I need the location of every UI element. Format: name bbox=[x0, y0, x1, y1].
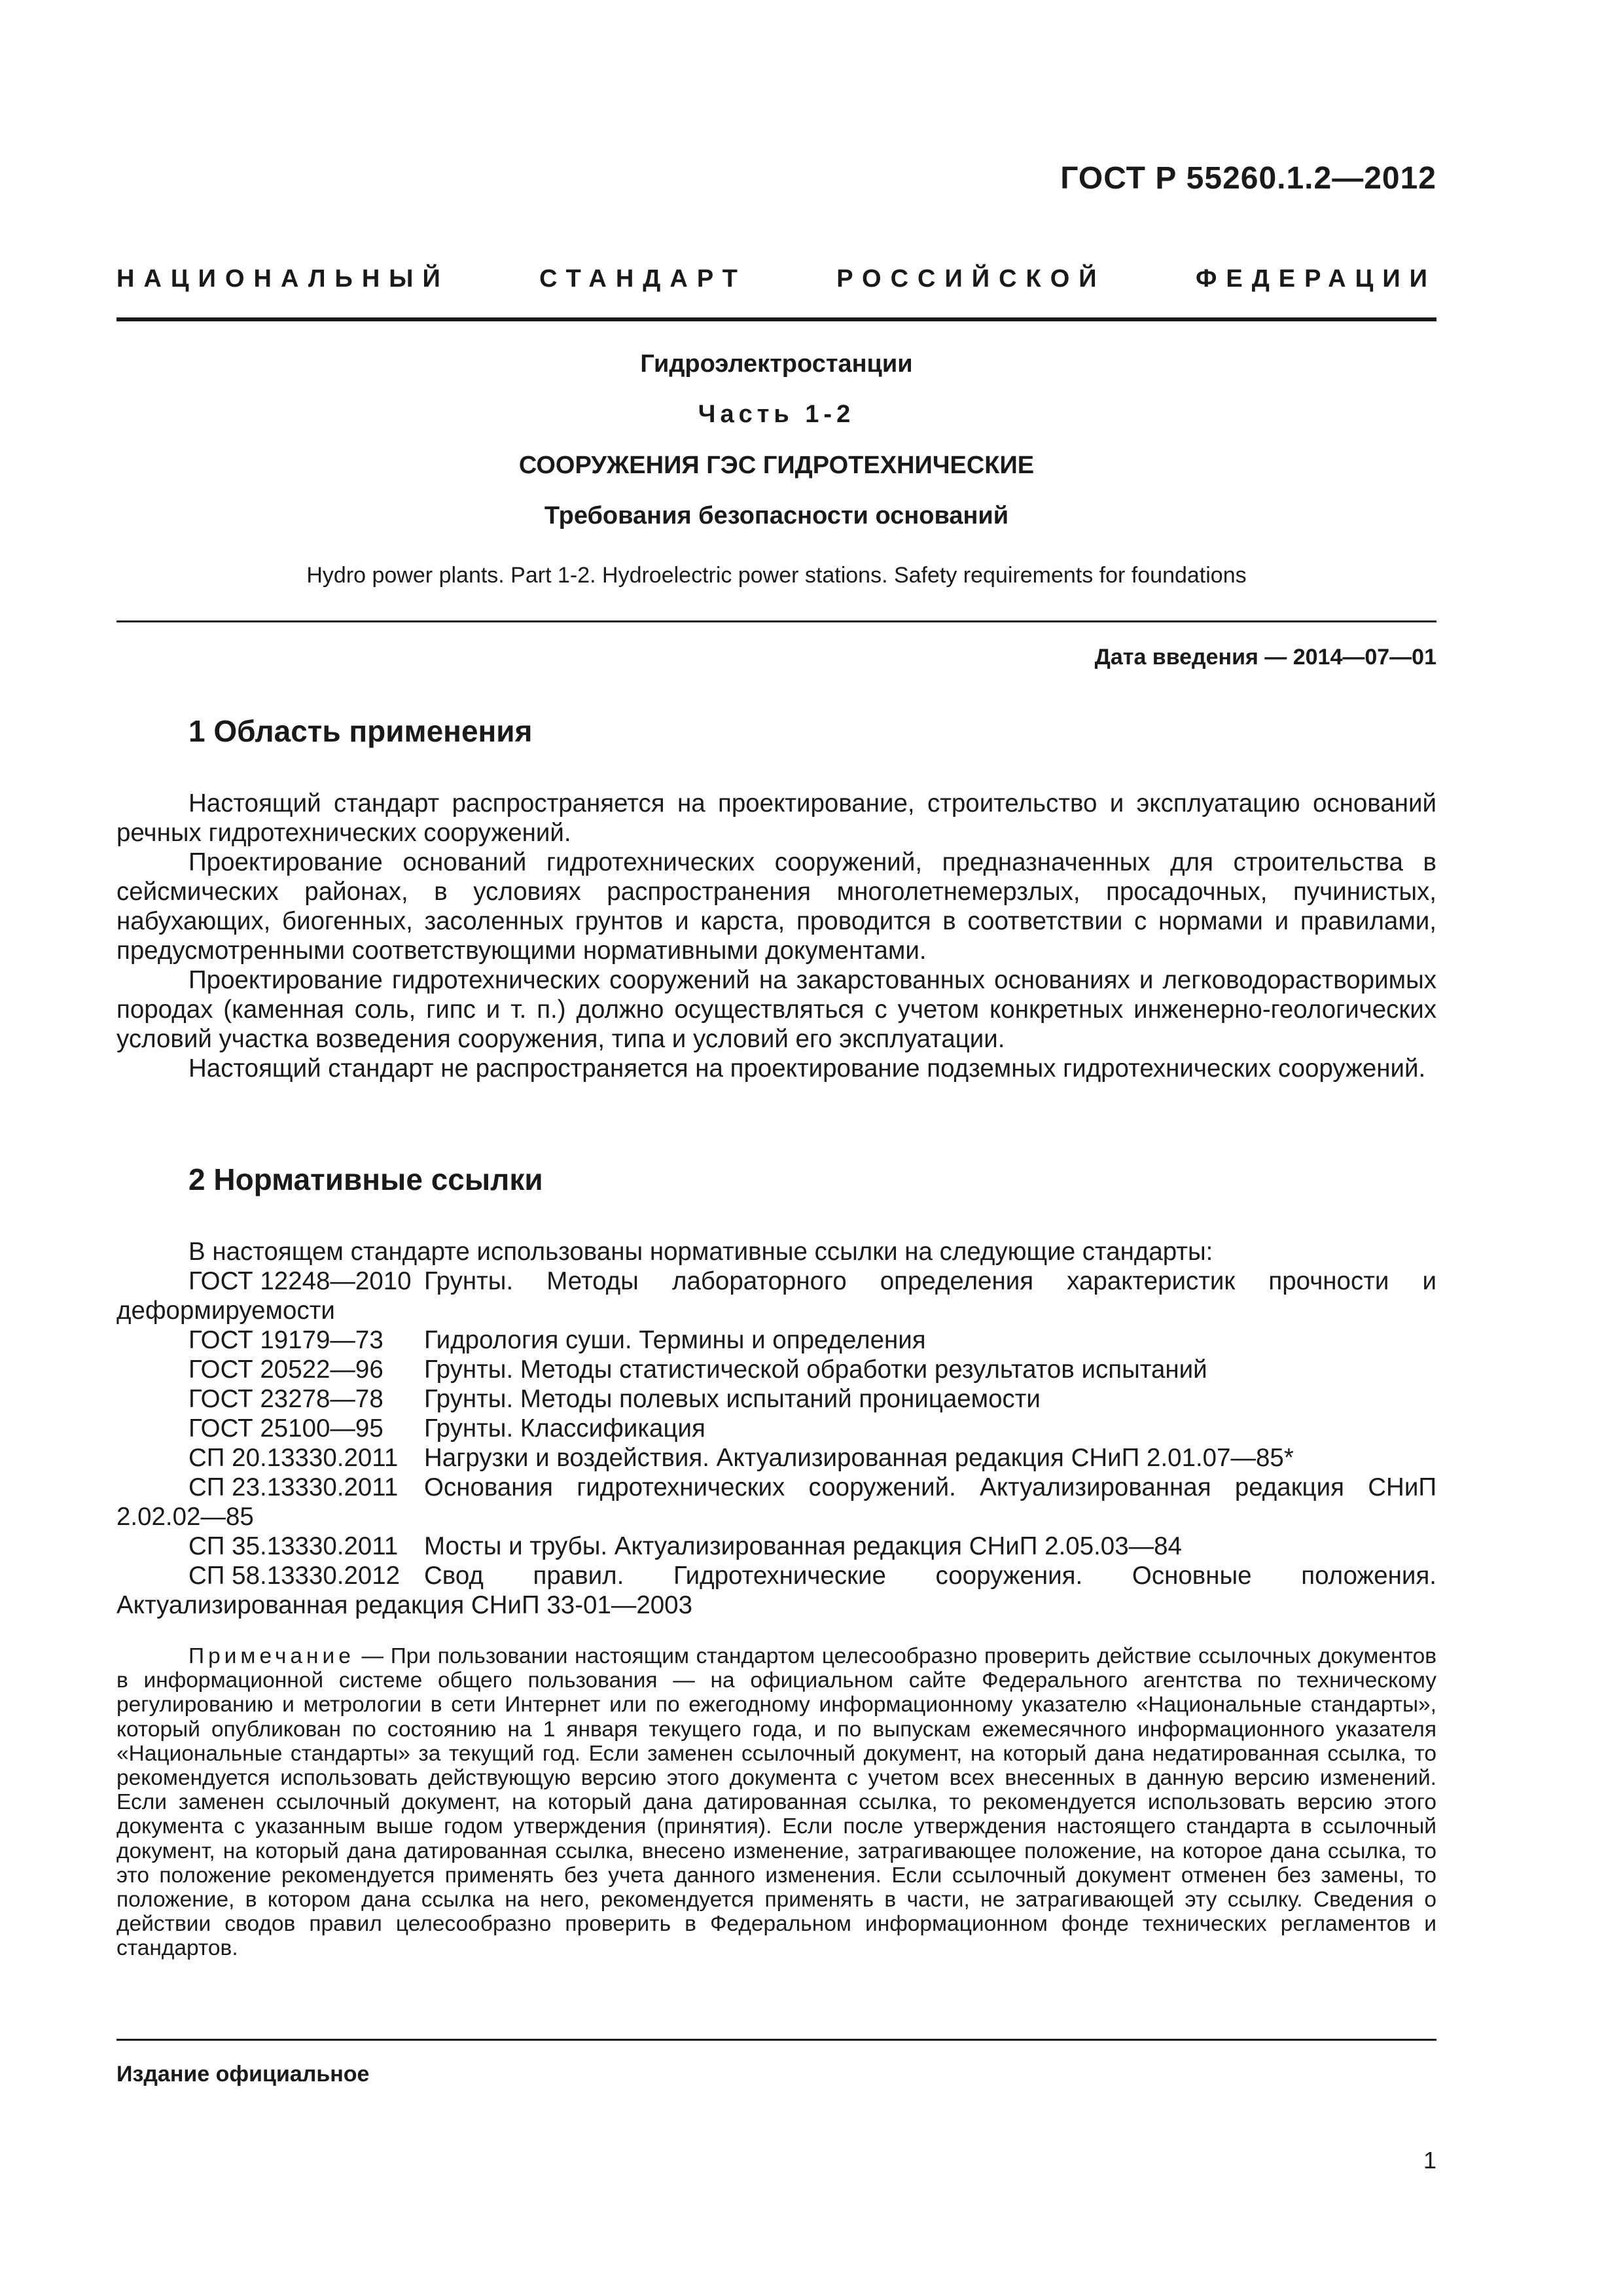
introduction-date: Дата введения — 2014—07—01 bbox=[1094, 645, 1436, 670]
document-code: ГОСТ Р 55260.1.2—2012 bbox=[1060, 161, 1436, 196]
section-1-body bbox=[116, 789, 1436, 1083]
reference-title: Грунты. Классификация bbox=[424, 1414, 705, 1443]
title-line-3: СООРУЖЕНИЯ ГЭС ГИДРОТЕХНИЧЕСКИЕ bbox=[518, 452, 1035, 479]
paragraph: Проектирование гидротехнических сооружений на закарстованных основаниях и легководорастворимых породах (каменная соль, гипс и т. п.) должно осуществляться с учетом конкретных инженерно-геологических условий участка возведения сооружения, типа и условий его эксплуатации. bbox=[116, 966, 1436, 1053]
section-2-heading: 2 Нормативные ссылки bbox=[188, 1162, 543, 1196]
title-part: Часть 1-2 bbox=[698, 401, 855, 428]
reference-item bbox=[116, 1384, 1436, 1414]
reference-code: ГОСТ 25100—95 bbox=[188, 1414, 383, 1443]
note-text: — При пользовании настоящим стандартом целесообразно проверить действие ссылочных документов в информационной системе общего пользования — на официальном сайте Федерального агентства по техническому регулированию и метрологии в сети Интернет или по ежегодному информационному указателю «Национальные стандарты», который опубликован по состоянию на 1 января текущего года, и по выпускам ежемесячного информационного указателя «Национальные стандарты» за текущий год. Если заменен ссылочный документ, на который дана недатированная ссылка, то рекомендуется использовать действующую версию этого документа с учетом всех внесенных в данную версию изменений. Если заменен ссылочный документ, на который дана датированная ссылка, то рекомендуется использовать версию этого документа с указанным выше годом утверждения (принятия). Если после утверждения настоящего стандарта в ссылочный документ, на который дана датированная ссылка, внесено изменение, затрагивающее положение, на которое дана ссылка, то это положение рекомендуется применять без учета данного изменения. Если ссылочный документ отменен без замены, то положение, в котором дана ссылка на него, рекомендуется применять в части, не затрагивающей эту ссылку. Сведения о действии сводов правил целесообразно проверить в Федеральном информационном фонде технических регламентов и стандартов. bbox=[116, 1644, 1436, 1961]
reference-title: Мосты и трубы. Актуализированная редакция СНиП 2.05.03—84 bbox=[424, 1532, 1182, 1560]
english-title: Hydro power plants. Part 1-2. Hydroelectric power stations. Safety requirements for foundations bbox=[306, 563, 1247, 588]
reference-title: Основания гидротехнических сооружений. Актуализированная редакция СНиП 2.02.02—85 bbox=[116, 1473, 1436, 1531]
reference-item bbox=[116, 1443, 1436, 1473]
page-number: 1 bbox=[1423, 2147, 1436, 2174]
reference-code: ГОСТ 20522—96 bbox=[188, 1355, 383, 1384]
banner-word: СТАНДАРТ bbox=[539, 265, 747, 293]
national-standard-banner bbox=[116, 265, 1436, 293]
reference-code: СП 58.13330.2012 bbox=[188, 1562, 401, 1590]
reference-item bbox=[116, 1266, 1436, 1325]
title-line-1: Гидроэлектростанции bbox=[640, 350, 913, 378]
reference-code: СП 35.13330.2011 bbox=[188, 1532, 399, 1560]
reference-title: Гидрология суши. Термины и определения bbox=[424, 1326, 926, 1354]
paragraph: Настоящий стандарт не распространяется на проектирование подземных гидротехнических сооружений. bbox=[188, 1054, 1426, 1083]
reference-item bbox=[116, 1473, 1436, 1532]
reference-item bbox=[116, 1325, 1436, 1355]
banner-word: РОССИЙСКОЙ bbox=[836, 265, 1106, 293]
reference-item bbox=[116, 1414, 1436, 1443]
official-edition-label: Издание официальное bbox=[116, 2062, 370, 2087]
top-thick-divider bbox=[116, 317, 1436, 321]
reference-title: Грунты. Методы статистической обработки результатов испытаний bbox=[424, 1355, 1207, 1384]
reference-item bbox=[116, 1355, 1436, 1384]
paragraph: В настоящем стандарте использованы нормативные ссылки на следующие стандарты: bbox=[188, 1238, 1213, 1266]
section-2-body bbox=[116, 1237, 1436, 1620]
reference-code: ГОСТ 23278—78 bbox=[188, 1385, 383, 1413]
section-1-heading: 1 Область применения bbox=[188, 714, 533, 748]
reference-title: Грунты. Методы лабораторного определения характеристик прочности и деформируемости bbox=[116, 1267, 1436, 1325]
title-line-4: Требования безопасности оснований bbox=[544, 502, 1009, 529]
reference-code: ГОСТ 19179—73 bbox=[188, 1326, 383, 1354]
note-paragraph bbox=[116, 1644, 1436, 1961]
banner-word: ФЕДЕРАЦИИ bbox=[1195, 265, 1436, 293]
reference-item bbox=[116, 1532, 1436, 1561]
reference-title: Свод правил. Гидротехнические сооружения. Основные положения. Актуализированная редакция СНиП 33-01—2003 bbox=[116, 1562, 1436, 1619]
note-block bbox=[116, 1644, 1436, 1961]
paragraph: Проектирование оснований гидротехнических сооружений, предназначенных для строительства в сейсмических районах, в условиях распространения многолетнемерзлых, просадочных, пучинистых, набухающих, биогенных, засоленных грунтов и карста, проводится в соответствии с нормами и правилами, предусмотренными соответствующими нормативными документами. bbox=[116, 848, 1436, 965]
reference-item bbox=[116, 1561, 1436, 1620]
footer-divider bbox=[116, 2039, 1436, 2041]
banner-word: НАЦИОНАЛЬНЫЙ bbox=[116, 265, 450, 293]
reference-code: СП 23.13330.2011 bbox=[188, 1473, 399, 1501]
note-label: Примечание bbox=[188, 1644, 355, 1668]
reference-code: СП 20.13330.2011 bbox=[188, 1444, 399, 1472]
reference-code: ГОСТ 12248—2010 bbox=[188, 1267, 412, 1295]
paragraph: Настоящий стандарт распространяется на проектирование, строительство и эксплуатацию оснований речных гидротехнических сооружений. bbox=[116, 789, 1436, 847]
reference-title: Грунты. Методы полевых испытаний проницаемости bbox=[424, 1385, 1041, 1413]
title-divider bbox=[116, 620, 1436, 622]
reference-title: Нагрузки и воздействия. Актуализированная редакция СНиП 2.01.07—85* bbox=[424, 1444, 1294, 1472]
